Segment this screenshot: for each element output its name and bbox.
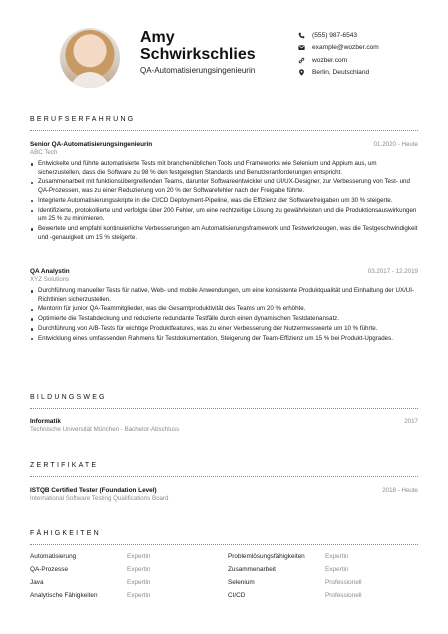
skill-name: Analytische Fähigkeiten	[30, 592, 98, 599]
job-date: 03.2017 - 12.2019	[367, 268, 418, 275]
section-title-education: BILDUNGSWEG	[30, 394, 107, 401]
job-entry	[30, 141, 418, 243]
skill-level: Expertin	[127, 592, 151, 599]
list-item: Mentorin für junior QA-Teammitglieder, was die Gesamtproduktivität des Teams um 20 % erhöhte.	[30, 305, 418, 314]
skill-name: Zusammenarbeit	[228, 566, 276, 573]
list-item: Integrierte Automatisierungsskripte in die CI/CD Deployment-Pipeline, was die Effizienz der Softwarefreigaben um 30 % steigerte.	[30, 197, 418, 206]
skill-level: Professionell	[325, 579, 362, 586]
education-date: 2017	[404, 418, 418, 425]
section-divider	[30, 544, 418, 545]
job-company: ABC Tech	[30, 149, 58, 156]
contact-list	[298, 29, 379, 79]
certificate-date: 2018 - Heute	[382, 487, 418, 494]
skill-level: Expertin	[127, 566, 151, 573]
contact-location-text: Berlin, Deutschland	[312, 69, 370, 77]
skill-name: Java	[30, 579, 44, 586]
skill-name: Automatisierung	[30, 553, 77, 560]
person-name: Amy Schwirkschlies	[140, 29, 256, 63]
job-entry	[30, 268, 418, 345]
section-divider	[30, 130, 418, 131]
skill-level: Expertin	[325, 566, 349, 573]
contact-phone	[298, 29, 379, 42]
skill-level: Expertin	[325, 553, 349, 560]
email-icon	[298, 44, 312, 51]
certificate-subtitle: International Software Testing Qualifications Board	[30, 495, 169, 502]
skill-row	[30, 579, 418, 592]
contact-website[interactable]	[298, 54, 379, 67]
job-date: 01.2020 - Heute	[373, 141, 418, 148]
job-bullets	[30, 160, 418, 242]
education-title: Informatik	[30, 418, 61, 425]
resume-header	[30, 0, 418, 108]
job-title: QA Analystin	[30, 268, 70, 275]
link-icon	[298, 57, 312, 64]
section-divider	[30, 408, 418, 409]
location-pin-icon	[298, 69, 312, 76]
skill-row	[30, 566, 418, 579]
skill-name: Problemlösungsfähigkeiten	[228, 553, 305, 560]
skill-name: Selenium	[228, 579, 255, 586]
avatar	[60, 28, 120, 88]
contact-phone-text: (555) 987-6543	[312, 31, 358, 39]
section-title-experience: BERUFSERFAHRUNG	[30, 116, 136, 123]
education-entry	[30, 418, 418, 433]
section-title-certificates: ZERTIFIKATE	[30, 462, 99, 469]
skill-row	[30, 592, 418, 605]
job-bullets	[30, 287, 418, 343]
job-company: XYZ Solutions	[30, 276, 70, 283]
skill-name: QA-Prozesse	[30, 566, 69, 573]
skill-level: Expertin	[127, 579, 151, 586]
contact-location	[298, 67, 379, 80]
list-item: Zusammenarbeit mit funktionsübergreifenden Teams, darunter Softwareentwickler und UI/UX-Designer, zur Verbesserung von Test- und QA-Prozessen, was zu einer Reduzierung von 20 % der Softwarefehler nach der Freigabe führte.	[30, 178, 418, 195]
education-subtitle: Technische Universität München - Bachelor-Abschluss	[30, 426, 180, 433]
section-title-skills: FÄHIGKEITEN	[30, 530, 101, 537]
skill-level: Professionell	[325, 592, 362, 599]
skills-grid	[30, 553, 418, 605]
contact-email[interactable]	[298, 42, 379, 55]
list-item: Bewertete und empfahl kontinuierliche Verbesserungen am Automatisierungsframework und Testwerkzeugen, was die Testgeschwindigkeit und -genauigkeit um 15 % steigerte.	[30, 225, 418, 242]
job-role: QA-Automatisierungsingenieurin	[140, 66, 256, 75]
skill-row	[30, 553, 418, 566]
certificate-title: ISTQB Certified Tester (Foundation Level)	[30, 487, 157, 494]
list-item: Durchführung von A/B-Tests für wichtige Produktfeatures, was zu einer Verbesserung der Nutzermesswerte um 10 % führte.	[30, 325, 418, 334]
contact-email-text[interactable]: example@wozber.com	[312, 44, 379, 52]
skill-name: CI/CD	[228, 592, 246, 599]
contact-website-text[interactable]: wozber.com	[312, 56, 348, 64]
certificate-entry	[30, 487, 418, 502]
list-item: Durchführung manueller Tests für native, Web- und mobile Anwendungen, um eine konsistente Produktqualität und Einhaltung der UX/UI-Richtlinien sicherzustellen.	[30, 287, 418, 304]
skill-level: Expertin	[127, 553, 151, 560]
list-item: Optimierte die Testabdeckung und reduzierte redundante Testfälle durch einen dynamischen Testdatenansatz.	[30, 315, 418, 324]
list-item: Entwicklung eines umfassenden Rahmens für Testdokumentation, Steigerung der Team-Effizienz um 15 % bei Produkt-Upgrades.	[30, 335, 418, 344]
job-title: Senior QA-Automatisierungsingenieurin	[30, 141, 153, 148]
list-item: Identifizierte, protokollierte und verfolgte über 200 Fehler, um eine rechtzeitige Lösung zu gewährleisten und die Produktionsauswirkungen um 25 % zu minimieren.	[30, 207, 418, 224]
list-item: Entwickelte und führte automatisierte Tests mit branchenüblichen Tools und Frameworks wie Selenium und Appium aus, um sicherzustellen, dass die Software zu 98 % den festgelegten Standards und Benutzeranforderungen entspricht.	[30, 160, 418, 177]
phone-icon	[298, 32, 312, 39]
section-divider	[30, 476, 418, 477]
